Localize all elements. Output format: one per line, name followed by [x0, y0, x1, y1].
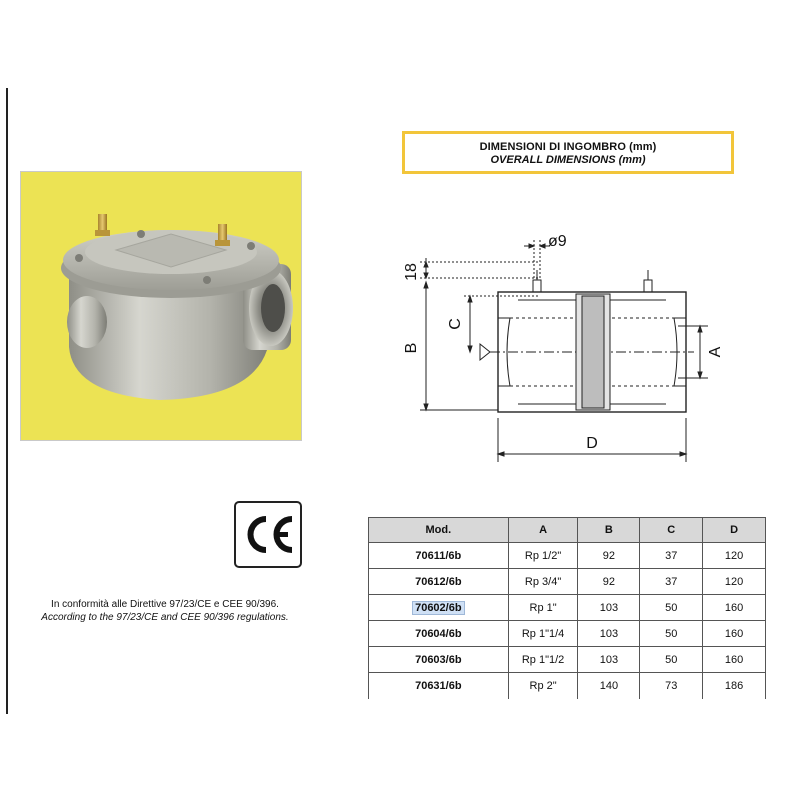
cell-model: 70603/6b — [369, 647, 509, 673]
cell-d: 160 — [703, 621, 766, 647]
cell-a: Rp 1/2" — [508, 543, 578, 569]
page-left-rule — [6, 88, 8, 714]
cell-d: 120 — [703, 543, 766, 569]
cell-d: 160 — [703, 595, 766, 621]
cell-c: 50 — [640, 647, 703, 673]
cell-c: 50 — [640, 595, 703, 621]
table-header-row — [369, 518, 766, 543]
product-photo — [20, 171, 302, 441]
label-dim-18: 18 — [403, 263, 420, 281]
cell-b: 103 — [578, 621, 640, 647]
cell-model: 70612/6b — [369, 569, 509, 595]
header-c: C — [640, 518, 703, 543]
table-row — [369, 543, 766, 569]
table-row — [369, 647, 766, 673]
cell-b: 140 — [578, 673, 640, 699]
conformity-english: According to the 97/23/CE and CEE 90/396 regulations. — [41, 612, 289, 623]
cell-a: Rp 1"1/4 — [508, 621, 578, 647]
cell-b: 92 — [578, 569, 640, 595]
dimensions-title-box — [402, 131, 734, 174]
cell-d: 186 — [703, 673, 766, 699]
header-d: D — [703, 518, 766, 543]
cell-model — [369, 595, 509, 621]
ce-logo-icon — [236, 503, 300, 566]
dimensions-table — [368, 517, 766, 699]
cell-c: 73 — [640, 673, 703, 699]
conformity-italian: In conformità alle Direttive 97/23/CE e CEE 90/396. — [51, 599, 279, 610]
selected-model-text[interactable]: 70602/6b — [415, 601, 462, 614]
cell-b: 103 — [578, 647, 640, 673]
cell-b: 103 — [578, 595, 640, 621]
header-b: B — [578, 518, 640, 543]
label-dim-d: D — [586, 435, 598, 452]
conformity-statement — [12, 598, 318, 624]
title-italian: DIMENSIONI DI INGOMBRO (mm) — [479, 141, 657, 153]
header-a: A — [508, 518, 578, 543]
label-dim-b: B — [403, 342, 420, 354]
cell-d: 120 — [703, 569, 766, 595]
cell-c: 50 — [640, 621, 703, 647]
cell-d: 160 — [703, 647, 766, 673]
cell-b: 92 — [578, 543, 640, 569]
table-row — [369, 595, 766, 621]
cell-c: 37 — [640, 543, 703, 569]
cell-a: Rp 2" — [508, 673, 578, 699]
gas-filter-illustration — [21, 172, 303, 442]
table-row — [369, 569, 766, 595]
label-dim-c: C — [447, 318, 464, 330]
cell-c: 37 — [640, 569, 703, 595]
table-row — [369, 673, 766, 699]
ce-mark — [234, 501, 302, 568]
title-english: OVERALL DIMENSIONS (mm) — [490, 154, 646, 166]
label-dim-a: A — [707, 346, 724, 358]
table-row — [369, 621, 766, 647]
cell-model: 70604/6b — [369, 621, 509, 647]
label-diameter-9: ø9 — [548, 233, 567, 250]
cell-a: Rp 1"1/2 — [508, 647, 578, 673]
cell-model: 70611/6b — [369, 543, 509, 569]
cell-a: Rp 3/4" — [508, 569, 578, 595]
cell-a: Rp 1" — [508, 595, 578, 621]
header-mod: Mod. — [369, 518, 509, 543]
cell-model: 70631/6b — [369, 673, 509, 699]
technical-drawing — [398, 222, 728, 462]
